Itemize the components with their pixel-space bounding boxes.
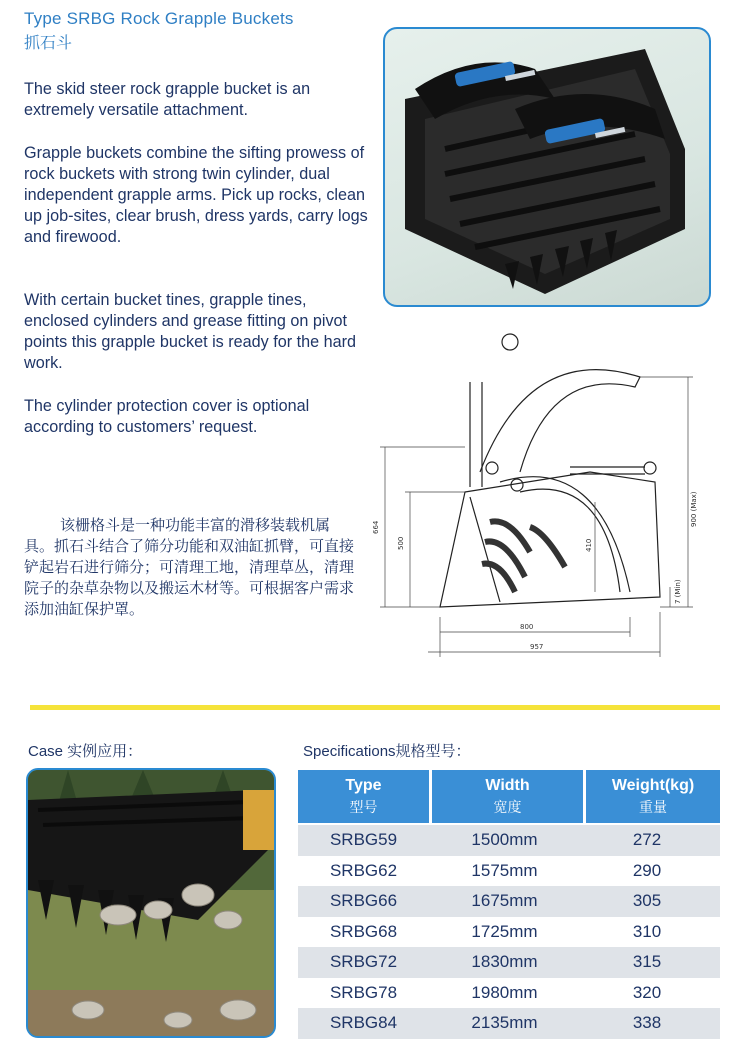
cell-width: 2135mm [471,1013,538,1033]
section-divider [30,705,720,710]
cell-width: 1575mm [471,860,538,880]
cell-weight: 290 [632,860,662,880]
cell-width: 1980mm [471,982,538,1002]
header-weight [586,770,720,823]
dim-7-min: 7 (Min) [674,579,682,604]
dim-800: 800 [520,623,534,631]
description-paragraph-1: The skid steer rock grapple bucket is an extremely versatile attachment. [24,80,311,119]
dim-410: 410 [585,538,593,552]
cell-width: 1500mm [471,830,538,850]
cell-weight: 305 [632,891,662,911]
table-row [298,947,720,978]
cell-weight: 272 [632,830,662,850]
dim-500: 500 [397,536,405,550]
case-photo-scene [28,770,276,1038]
header-width-zh: 宽度 [493,799,522,816]
dim-900-max: 900 (Max) [690,491,698,527]
header-width [432,770,583,823]
cell-type: SRBG66 [329,891,398,911]
dim-664: 664 [372,520,380,534]
table-body [298,825,720,1039]
case-photo [26,768,276,1038]
header-width-en: Width [485,776,530,794]
description-paragraph-3: With certain bucket tines, grapple tines, enclosed cylinders and grease fitting on pivot points this grapple bucket is ready for the hard work. [24,291,357,372]
cell-weight: 315 [632,952,662,972]
header-type-en: Type [345,776,382,794]
cell-width: 1675mm [471,891,538,911]
cell-weight: 338 [632,1013,662,1033]
table-row [298,978,720,1009]
cell-width: 1830mm [471,952,538,972]
header-type-zh: 型号 [349,799,378,816]
description-paragraph-2: Grapple buckets combine the sifting prowess of rock buckets with strong twin cylinder, dual independent grapple arms. Pick up rocks, clean up job-sites, clear brush, dress yards, carry logs and firewood. [24,144,368,246]
case-label: Case 实例应用： [28,743,143,760]
cell-width: 1725mm [471,921,538,941]
page-title: Type SRBG Rock Grapple Buckets [24,9,294,28]
cell-type: SRBG84 [329,1013,398,1033]
cell-weight: 320 [632,982,662,1002]
specifications-table [298,770,720,1039]
grapple-bucket-render [385,29,711,307]
table-row [298,1008,720,1039]
page-subtitle: 抓石斗 [24,33,73,52]
header-type [298,770,429,823]
header-weight-zh: 重量 [639,799,667,816]
cell-type: SRBG78 [329,982,398,1002]
table-row [298,825,720,856]
cell-type: SRBG68 [329,921,398,941]
cell-type: SRBG72 [329,952,398,972]
chinese-description: 该栅格斗是一种功能丰富的滑移装载机属具。抓石斗结合了筛分功能和双油缸抓臂，可直接铲起岩石进行筛分；可清理工地，清理草丛，清理院子的杂草杂物以及搬运木材等。可根据客户需求添加油缸保护罩。 [24,516,355,618]
cell-weight: 310 [632,921,662,941]
table-row [298,856,720,887]
header-weight-en: Weight(kg) [611,776,695,794]
technical-drawing [370,322,750,662]
table-row [298,886,720,917]
description-paragraph-4: The cylinder protection cover is optional according to customers’ request. [24,397,310,436]
cell-type: SRBG59 [329,830,398,850]
table-header [298,770,720,823]
cell-type: SRBG62 [329,860,398,880]
table-row [298,917,720,948]
dim-957: 957 [530,643,544,651]
specifications-label: Specifications规格型号： [303,743,471,760]
product-photo [383,27,711,307]
